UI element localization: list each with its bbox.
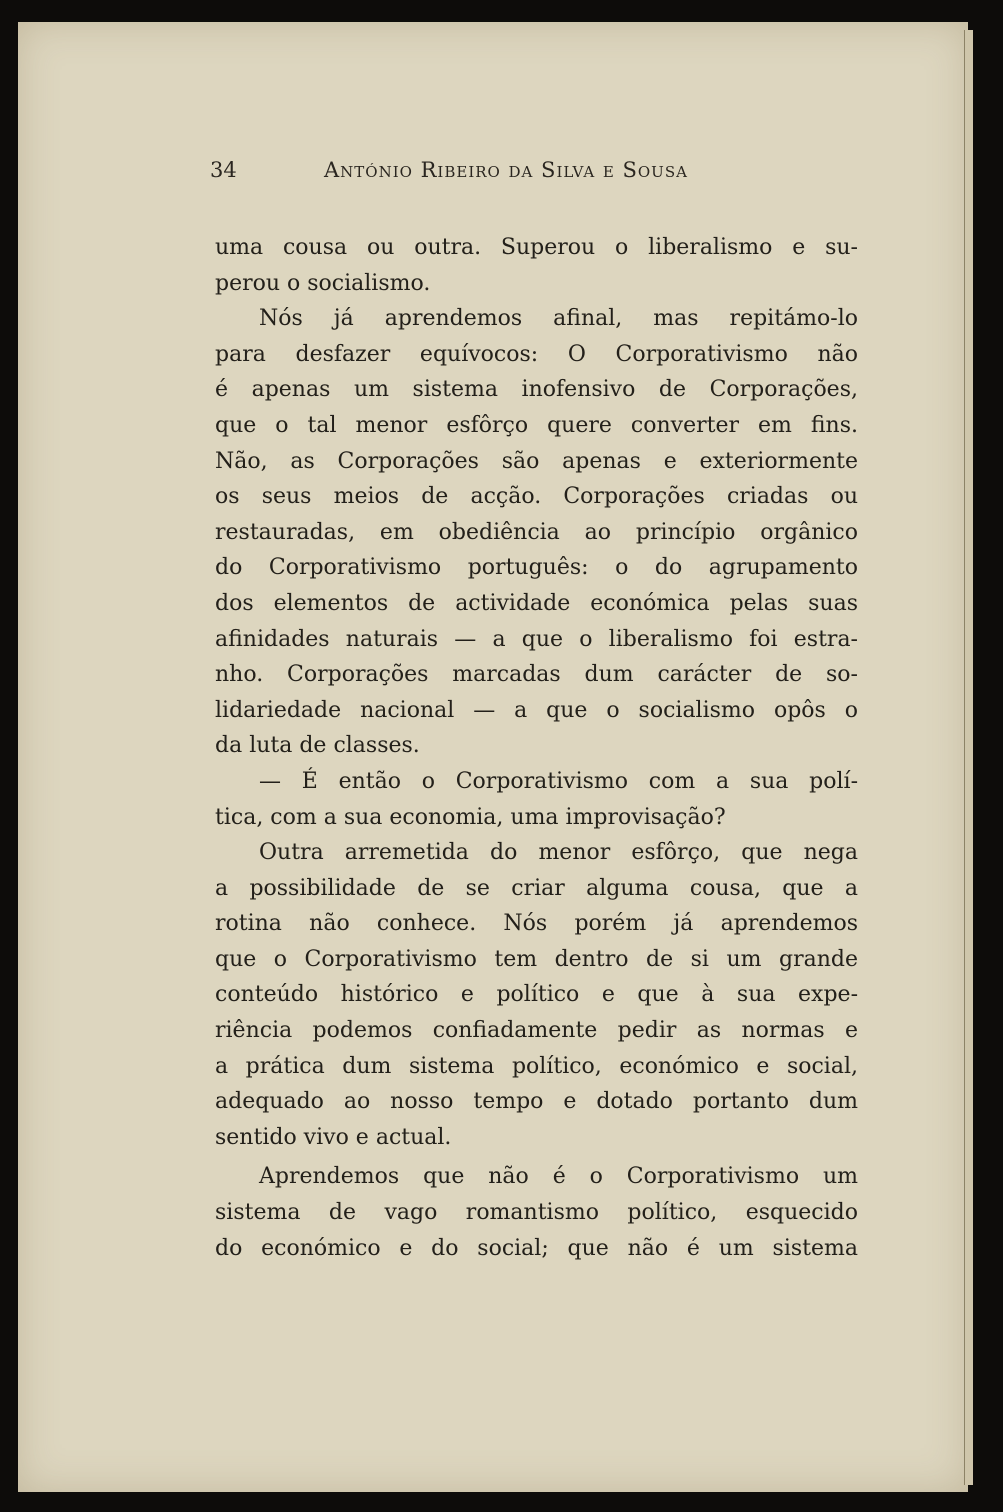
page-edge bbox=[964, 30, 973, 1485]
text-line: do económico e do social; que não é um sistema bbox=[215, 1235, 858, 1261]
text-line: perou o socialismo. bbox=[215, 270, 431, 296]
paragraph bbox=[215, 301, 858, 764]
text-line: da luta de classes. bbox=[215, 733, 420, 759]
text-line: lidariedade nacional — a que o socialismo opôs o bbox=[215, 697, 858, 723]
text-line: sentido vivo e actual. bbox=[215, 1124, 452, 1150]
body-text bbox=[215, 230, 858, 1266]
text-line: Outra arremetida do menor esfôrço, que nega bbox=[259, 840, 858, 866]
text-line: a possibilidade de se criar alguma cousa, que a bbox=[215, 875, 858, 901]
text-line: é apenas um sistema inofensivo de Corporações, bbox=[215, 377, 858, 403]
paragraph bbox=[215, 764, 858, 835]
text-line: Nós já aprendemos afinal, mas repitámo-lo bbox=[259, 306, 858, 332]
text-line: para desfazer equívocos: O Corporativismo não bbox=[215, 341, 858, 367]
text-line: adequado ao nosso tempo e dotado portanto dum bbox=[215, 1089, 858, 1115]
page-number: 34 bbox=[210, 158, 237, 182]
paragraph bbox=[215, 230, 858, 301]
text-line: os seus meios de acção. Corporações criadas ou bbox=[215, 484, 858, 510]
text-line: Aprendemos que não é o Corporativismo um bbox=[259, 1164, 858, 1190]
text-line: Não, as Corporações são apenas e exteriormente bbox=[215, 448, 858, 474]
page-header bbox=[210, 158, 770, 188]
text-line: — É então o Corporativismo com a sua polí- bbox=[259, 768, 858, 794]
paragraph bbox=[215, 835, 858, 1155]
text-line: dos elementos de actividade económica pelas suas bbox=[215, 590, 858, 616]
text-line: sistema de vago romantismo político, esquecido bbox=[215, 1200, 858, 1226]
text-line: restauradas, em obediência ao princípio orgânico bbox=[215, 519, 858, 545]
text-line: nho. Corporações marcadas dum carácter de so- bbox=[215, 662, 858, 688]
paragraph bbox=[215, 1159, 858, 1266]
running-head: António Ribeiro da Silva e Sousa bbox=[324, 158, 688, 182]
text-line: do Corporativismo português: o do agrupamento bbox=[215, 555, 858, 581]
text-line: que o tal menor esfôrço quere converter em fins. bbox=[215, 412, 858, 438]
text-line: rotina não conhece. Nós porém já aprendemos bbox=[215, 911, 858, 937]
text-line: a prática dum sistema político, económico e social, bbox=[215, 1053, 858, 1079]
text-line: riência podemos confiadamente pedir as normas e bbox=[215, 1018, 858, 1044]
text-line: afinidades naturais — a que o liberalismo foi estra- bbox=[215, 626, 858, 652]
text-line: tica, com a sua economia, uma improvisação? bbox=[215, 804, 726, 830]
text-line: que o Corporativismo tem dentro de si um grande bbox=[215, 946, 858, 972]
text-line: conteúdo histórico e político e que à sua expe- bbox=[215, 982, 858, 1008]
text-line: uma cousa ou outra. Superou o liberalismo e su- bbox=[215, 235, 858, 260]
